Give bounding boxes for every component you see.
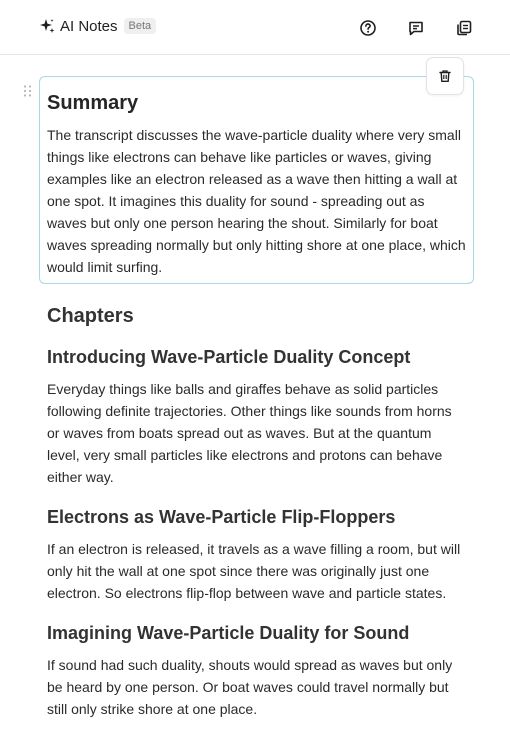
chapters-section — [47, 304, 467, 720]
chapter-text: Everyday things like balls and giraffes behave as solid particles following definite trajectories. Other things like sounds from horns or waves from boats spread out as waves. But at the quantum level, very small particles like electrons and protons can behave either way. — [47, 381, 452, 485]
copy-icon — [455, 19, 473, 37]
help-icon — [359, 19, 377, 37]
help-button[interactable] — [354, 14, 382, 42]
beta-badge: Beta — [124, 18, 157, 34]
chapter-title: Introducing Wave-Particle Duality Concept — [47, 347, 411, 367]
sparkle-icon — [38, 17, 56, 35]
chat-icon — [407, 19, 425, 37]
chapter-text: If an electron is released, it travels as a wave filling a room, but will only hit the wall at one spot since there was originally just one electron. So electrons flip-flop between wave and particle states. — [47, 541, 461, 601]
chapter-title: Electrons as Wave-Particle Flip-Floppers — [47, 507, 396, 527]
summary-text: The transcript discusses the wave-particle duality where very small things like electrons can behave like particles or waves, giving examples like an electron released as a wave then hitting a wall at one spot. It imagines this duality for sound - spreading out as waves but only one person hearing the shout. Similarly for boat waves spreading normally but only hitting shore at one place, which would limit surfing. — [47, 127, 466, 275]
chapter-text: If sound had such duality, shouts would spread as waves but only be heard by one person. Or boat waves could travel normally but still only strike shore at one place. — [47, 657, 453, 717]
chapter-title: Imagining Wave-Particle Duality for Sound — [47, 623, 410, 643]
delete-button[interactable] — [426, 57, 464, 95]
app-title: AI Notes — [60, 17, 118, 35]
trash-icon — [438, 69, 452, 83]
copy-button[interactable] — [450, 14, 478, 42]
chat-button[interactable] — [402, 14, 430, 42]
brand — [38, 17, 156, 35]
summary-heading: Summary — [47, 92, 139, 114]
top-bar — [0, 0, 510, 55]
summary-block[interactable] — [39, 76, 474, 284]
drag-handle-icon[interactable] — [22, 84, 34, 98]
chapters-heading: Chapters — [47, 305, 134, 327]
